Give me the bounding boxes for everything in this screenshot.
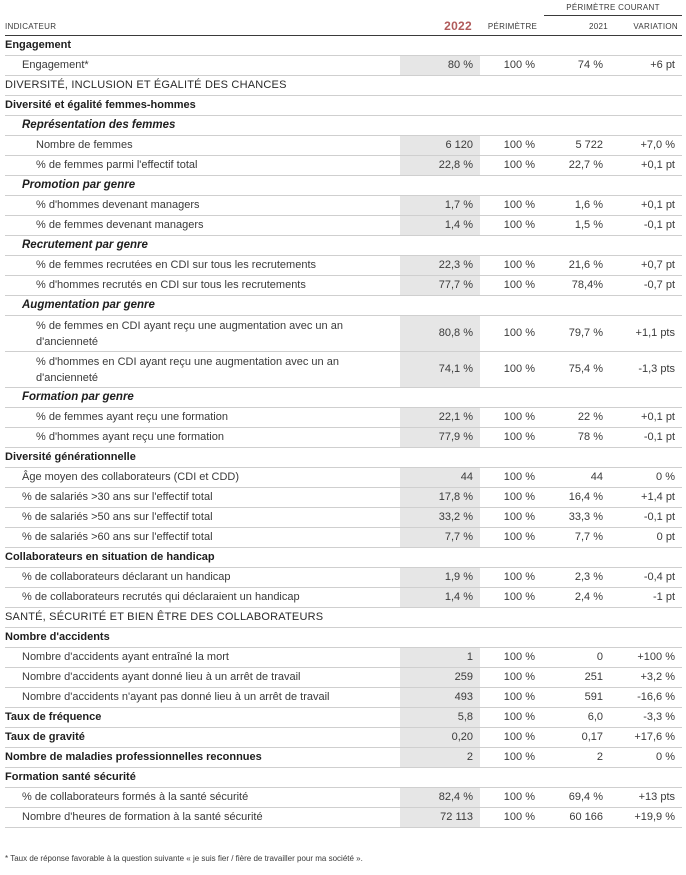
value-2022-cell: 77,7 % (400, 276, 480, 296)
perimeter-cell: 100 % (480, 196, 545, 216)
value-2021-cell: 16,4 % (545, 488, 615, 508)
value-2021-cell: 0 (545, 648, 615, 668)
perimeter-cell: 100 % (480, 788, 545, 808)
value-2022-cell: 77,9 % (400, 428, 480, 448)
col-indicator-header: INDICATEUR (5, 17, 400, 36)
variation-cell: +6 pt (615, 56, 682, 76)
table-row (5, 668, 682, 688)
perimeter-cell: 100 % (480, 256, 545, 276)
variation-cell: -16,6 % (615, 688, 682, 708)
footnote: * Taux de réponse favorable à la question suivante « je suis fier / fière de travailler pour ma société ». (5, 854, 363, 863)
table-row (5, 588, 682, 608)
value-2021-cell: 5 722 (545, 136, 615, 156)
row-label: % d'hommes recrutés en CDI sur tous les recrutements (5, 276, 400, 296)
table-row (5, 568, 682, 588)
perimeter-cell: 100 % (480, 488, 545, 508)
table-row (5, 508, 682, 528)
table-row (5, 688, 682, 708)
table-row (5, 648, 682, 668)
row-label: Promotion par genre (5, 176, 682, 196)
value-2022-cell: 33,2 % (400, 508, 480, 528)
table-body (5, 36, 682, 828)
value-2021-cell: 251 (545, 668, 615, 688)
perimeter-cell: 100 % (480, 748, 545, 768)
variation-cell: +0,7 pt (615, 256, 682, 276)
value-2021-cell: 2,3 % (545, 568, 615, 588)
value-2022-cell: 5,8 (400, 708, 480, 728)
col-perimeter-header: PÉRIMÈTRE (480, 17, 545, 36)
perimeter-cell: 100 % (480, 276, 545, 296)
table-row (5, 748, 682, 768)
variation-cell: -0,1 pt (615, 216, 682, 236)
row-label: Taux de fréquence (5, 708, 400, 728)
variation-cell: +1,1 pts (615, 316, 682, 352)
perimeter-cell: 100 % (480, 156, 545, 176)
row-label: Nombre d'accidents n'ayant pas donné lieu à un arrêt de travail (5, 688, 400, 708)
row-label: SANTÉ, SÉCURITÉ ET BIEN ÊTRE DES COLLABORATEURS (5, 608, 682, 628)
value-2022-cell: 0,20 (400, 728, 480, 748)
subcategory-row (5, 236, 682, 256)
value-2022-cell: 2 (400, 748, 480, 768)
table-row (5, 808, 682, 828)
table-row (5, 276, 682, 296)
variation-cell: +19,9 % (615, 808, 682, 828)
value-2021-cell: 22 % (545, 408, 615, 428)
perimeter-cell: 100 % (480, 352, 545, 388)
perimeter-cell: 100 % (480, 408, 545, 428)
table-row (5, 256, 682, 276)
variation-cell: +7,0 % (615, 136, 682, 156)
category-row (5, 36, 682, 56)
value-2021-cell: 60 166 (545, 808, 615, 828)
table-row (5, 196, 682, 216)
table-row (5, 708, 682, 728)
value-2022-cell: 6 120 (400, 136, 480, 156)
table-row (5, 156, 682, 176)
value-2022-cell: 22,8 % (400, 156, 480, 176)
row-label: % de femmes parmi l'effectif total (5, 156, 400, 176)
variation-cell: -0,7 pt (615, 276, 682, 296)
value-2022-cell: 493 (400, 688, 480, 708)
table-row (5, 352, 682, 388)
subcategory-row (5, 176, 682, 196)
variation-cell: +17,6 % (615, 728, 682, 748)
row-label: % de salariés >30 ans sur l'effectif total (5, 488, 400, 508)
variation-cell: +0,1 pt (615, 196, 682, 216)
category-row (5, 768, 682, 788)
variation-cell: 0 % (615, 468, 682, 488)
value-2021-cell: 6,0 (545, 708, 615, 728)
row-label: % de salariés >60 ans sur l'effectif total (5, 528, 400, 548)
table-row (5, 216, 682, 236)
perimeter-cell: 100 % (480, 316, 545, 352)
value-2022-cell: 17,8 % (400, 488, 480, 508)
variation-cell: +0,1 pt (615, 408, 682, 428)
row-label: Nombre d'accidents ayant donné lieu à un arrêt de travail (5, 668, 400, 688)
value-2021-cell: 78,4% (545, 276, 615, 296)
value-2021-cell: 1,5 % (545, 216, 615, 236)
variation-cell: +3,2 % (615, 668, 682, 688)
table-row (5, 528, 682, 548)
perimeter-cell: 100 % (480, 708, 545, 728)
variation-cell: -3,3 % (615, 708, 682, 728)
row-label: % de collaborateurs recrutés qui déclaraient un handicap (5, 588, 400, 608)
variation-cell: -1,3 pts (615, 352, 682, 388)
value-2022-cell: 1,4 % (400, 588, 480, 608)
perimeter-cell: 100 % (480, 468, 545, 488)
table-row (5, 56, 682, 76)
perimeter-cell: 100 % (480, 588, 545, 608)
perimeter-cell: 100 % (480, 508, 545, 528)
value-2022-cell: 22,1 % (400, 408, 480, 428)
row-label: Nombre d'heures de formation à la santé sécurité (5, 808, 400, 828)
value-2021-cell: 69,4 % (545, 788, 615, 808)
variation-cell: +0,1 pt (615, 156, 682, 176)
category-row (5, 448, 682, 468)
table-row (5, 468, 682, 488)
value-2022-cell: 74,1 % (400, 352, 480, 388)
row-label: % d'hommes devenant managers (5, 196, 400, 216)
value-2021-cell: 78 % (545, 428, 615, 448)
value-2021-cell: 33,3 % (545, 508, 615, 528)
value-2021-cell: 0,17 (545, 728, 615, 748)
row-label: Formation santé sécurité (5, 768, 682, 788)
table-row (5, 488, 682, 508)
row-label: Recrutement par genre (5, 236, 682, 256)
value-2021-cell: 591 (545, 688, 615, 708)
row-label: % de femmes en CDI ayant reçu une augmentation avec un an d'ancienneté (5, 316, 400, 352)
row-label: % de salariés >50 ans sur l'effectif total (5, 508, 400, 528)
row-label: Nombre d'accidents ayant entraîné la mort (5, 648, 400, 668)
subcategory-row (5, 388, 682, 408)
row-label: Engagement (5, 36, 682, 56)
row-label: % d'hommes en CDI ayant reçu une augmentation avec un an d'ancienneté (5, 352, 400, 388)
variation-cell: -1 pt (615, 588, 682, 608)
row-label: Formation par genre (5, 388, 682, 408)
variation-cell: -0,1 pt (615, 508, 682, 528)
value-2021-cell: 74 % (545, 56, 615, 76)
category-row (5, 628, 682, 648)
col-2021-header: 2021 (545, 17, 615, 36)
value-2021-cell: 2 (545, 748, 615, 768)
row-label: DIVERSITÉ, INCLUSION ET ÉGALITÉ DES CHANCES (5, 76, 682, 96)
table-header-row (5, 17, 682, 36)
value-2022-cell: 1,7 % (400, 196, 480, 216)
table-row (5, 428, 682, 448)
row-label: Engagement* (5, 56, 400, 76)
subcategory-row (5, 116, 682, 136)
perimeter-cell: 100 % (480, 648, 545, 668)
variation-cell: -0,1 pt (615, 428, 682, 448)
row-label: Nombre d'accidents (5, 628, 682, 648)
perimeter-cell: 100 % (480, 688, 545, 708)
row-label: Nombre de maladies professionnelles reconnues (5, 748, 400, 768)
value-2022-cell: 80,8 % (400, 316, 480, 352)
value-2022-cell: 22,3 % (400, 256, 480, 276)
table-row (5, 728, 682, 748)
value-2022-cell: 1,4 % (400, 216, 480, 236)
perimeter-cell: 100 % (480, 568, 545, 588)
row-label: Diversité et égalité femmes-hommes (5, 96, 682, 116)
section-header-row (5, 76, 682, 96)
row-label: Diversité générationnelle (5, 448, 682, 468)
value-2021-cell: 7,7 % (545, 528, 615, 548)
category-row (5, 96, 682, 116)
variation-cell: -0,4 pt (615, 568, 682, 588)
row-label: % de femmes ayant reçu une formation (5, 408, 400, 428)
perimeter-cell: 100 % (480, 528, 545, 548)
row-label: Taux de gravité (5, 728, 400, 748)
value-2021-cell: 44 (545, 468, 615, 488)
row-label: Augmentation par genre (5, 296, 682, 316)
variation-cell: +13 pts (615, 788, 682, 808)
value-2022-cell: 44 (400, 468, 480, 488)
value-2022-cell: 80 % (400, 56, 480, 76)
section-header-row (5, 608, 682, 628)
row-label: % de collaborateurs formés à la santé sécurité (5, 788, 400, 808)
value-2022-cell: 7,7 % (400, 528, 480, 548)
row-label: Âge moyen des collaborateurs (CDI et CDD) (5, 468, 400, 488)
value-2022-cell: 1,9 % (400, 568, 480, 588)
perimeter-cell: 100 % (480, 216, 545, 236)
col-2022-header: 2022 (400, 17, 480, 36)
perimeter-cell: 100 % (480, 668, 545, 688)
variation-cell: +1,4 pt (615, 488, 682, 508)
value-2021-cell: 79,7 % (545, 316, 615, 352)
perimeter-group-header: PÉRIMÈTRE COURANT (566, 3, 660, 12)
value-2021-cell: 2,4 % (545, 588, 615, 608)
indicator-table (5, 17, 682, 828)
value-2021-cell: 75,4 % (545, 352, 615, 388)
row-label: % de collaborateurs déclarant un handicap (5, 568, 400, 588)
row-label: % de femmes devenant managers (5, 216, 400, 236)
value-2022-cell: 1 (400, 648, 480, 668)
row-label: % d'hommes ayant reçu une formation (5, 428, 400, 448)
col-variation-header: VARIATION (615, 17, 682, 36)
row-label: Représentation des femmes (5, 116, 682, 136)
perimeter-cell: 100 % (480, 56, 545, 76)
table-row (5, 408, 682, 428)
perimeter-group-rule (544, 15, 682, 16)
value-2021-cell: 21,6 % (545, 256, 615, 276)
table-row (5, 788, 682, 808)
row-label: % de femmes recrutées en CDI sur tous les recrutements (5, 256, 400, 276)
subcategory-row (5, 296, 682, 316)
variation-cell: +100 % (615, 648, 682, 668)
table-row (5, 136, 682, 156)
perimeter-cell: 100 % (480, 136, 545, 156)
perimeter-cell: 100 % (480, 428, 545, 448)
row-label: Nombre de femmes (5, 136, 400, 156)
value-2021-cell: 22,7 % (545, 156, 615, 176)
value-2022-cell: 72 113 (400, 808, 480, 828)
value-2022-cell: 259 (400, 668, 480, 688)
variation-cell: 0 % (615, 748, 682, 768)
perimeter-cell: 100 % (480, 728, 545, 748)
category-row (5, 548, 682, 568)
variation-cell: 0 pt (615, 528, 682, 548)
table-row (5, 316, 682, 352)
value-2022-cell: 82,4 % (400, 788, 480, 808)
value-2021-cell: 1,6 % (545, 196, 615, 216)
perimeter-cell: 100 % (480, 808, 545, 828)
row-label: Collaborateurs en situation de handicap (5, 548, 682, 568)
